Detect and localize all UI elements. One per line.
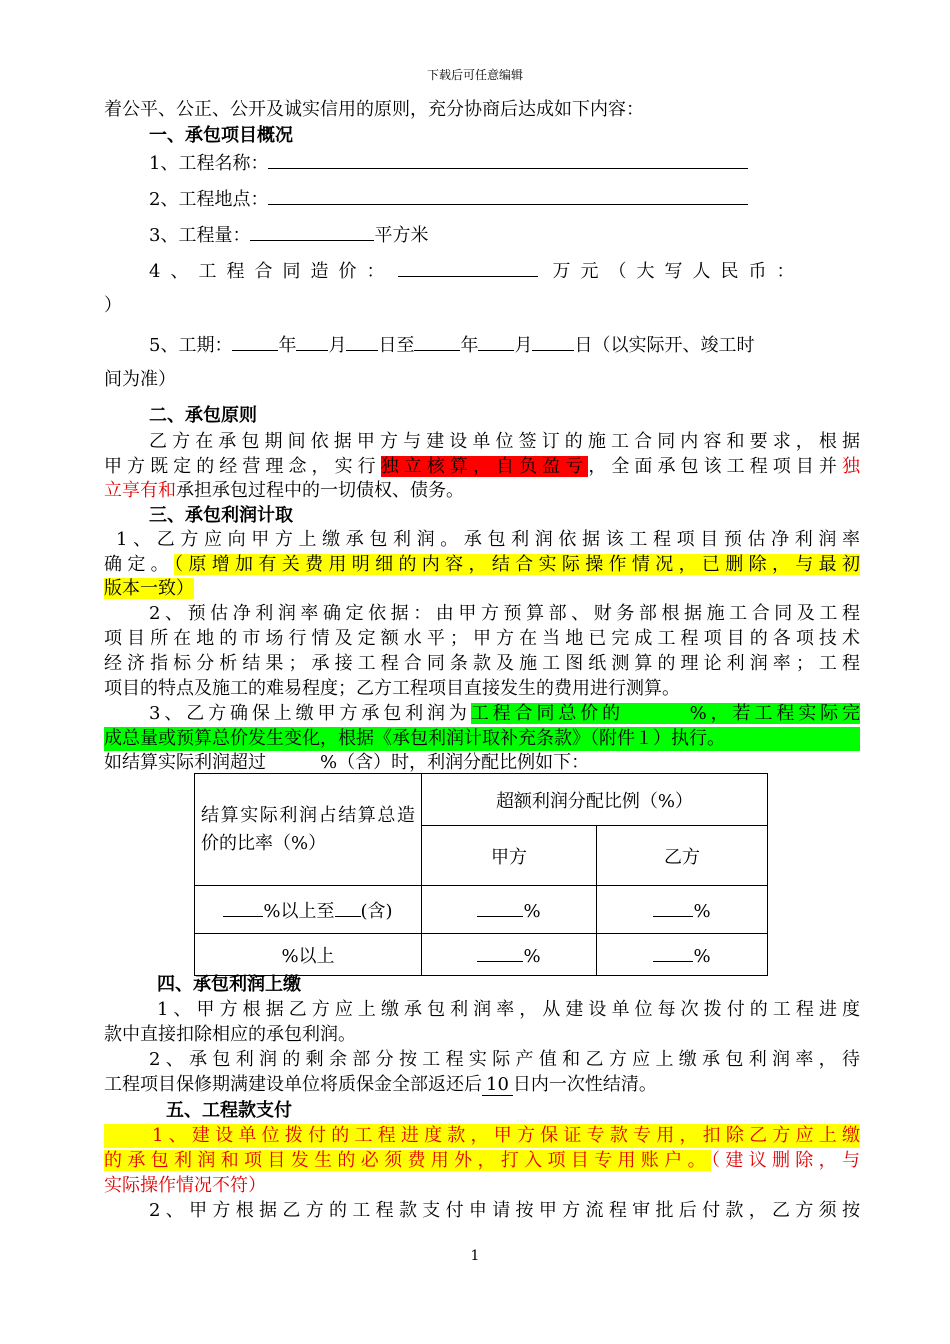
paragraph-line: 款中直接扣除相应的承包利润。 xyxy=(104,1024,356,1045)
section-title: 三、承包利润计取 xyxy=(149,505,293,526)
paragraph-line: 版本一致） xyxy=(104,578,194,599)
paragraph-line: 项目的特点及施工的难易程度；乙方工程项目直接发生的费用进行测算。 xyxy=(104,678,680,699)
page-header: 下载后可任意编辑 xyxy=(426,68,523,82)
section-title: 四、承包利润上缴 xyxy=(157,974,301,995)
paragraph-line: 间为准） xyxy=(104,369,176,390)
item-project-name: 1、工程名称： xyxy=(149,150,905,176)
paragraph-line: 立享有和承担承包过程中的一切债权、债务。 xyxy=(104,480,464,501)
table-header-party-a: 甲方 xyxy=(422,826,597,886)
paragraph-line: 工程项目保修期满建设单位将质保金全部返还后 10 日内一次性结清。 xyxy=(104,1074,657,1095)
paragraph-line: 如结算实际利润超过 %（含）时，利润分配比例如下： xyxy=(104,752,590,773)
paragraph-line: 实际操作情况不符） xyxy=(104,1175,266,1196)
paragraph-line: 1、甲方根据乙方应上缴承包利润率，从建设单位每次拨付的工程进度 xyxy=(157,999,860,1020)
table-header-party-b: 乙方 xyxy=(597,826,768,886)
paragraph-line: 3、乙方确保上缴甲方承包利润为工程合同总价的 %，若工程实际完 xyxy=(149,703,860,724)
item-duration: 5、工期： 年 月 日至 年 月 日（以实际开、竣工时 xyxy=(149,332,905,358)
item-contract-price: 4、工程合同造价： 万元（大写人民币： xyxy=(149,258,860,284)
paragraph-line: 乙方在承包期间依据甲方与建设单位签订的施工合同内容和要求，根据 xyxy=(149,431,860,452)
item-project-location: 2、工程地点： xyxy=(149,186,905,212)
paragraph-line: 2、甲方根据乙方的工程款支付申请按甲方流程审批后付款，乙方须按 xyxy=(149,1200,860,1221)
paragraph-line: ） xyxy=(104,295,122,316)
item-quantity: 3、工程量： 平方米 xyxy=(149,222,905,248)
paragraph-line: 项目所在地的市场行情及定额水平；甲方在当地已完成工程项目的各项技术 xyxy=(104,628,860,649)
table-header-ratio: 结算实际利润占结算总造价的比率（%） xyxy=(195,774,422,886)
paragraph-line: 成总量或预算总价发生变化，根据《承包利润计取补充条款》（附件１）执行。 xyxy=(104,727,860,751)
table-row: %以上 % % xyxy=(195,934,768,976)
paragraph-line: 经济指标分析结果；承接工程合同条款及施工图纸测算的理论利润率；工程 xyxy=(104,653,860,674)
section-title: 五、工程款支付 xyxy=(166,1100,292,1121)
paragraph-line: 的承包利润和项目发生的必须费用外，打入项目专用账户。（建议删除，与 xyxy=(104,1150,860,1171)
paragraph-line: 2、预估净利润率确定依据：由甲方预算部、财务部根据施工合同及工程 xyxy=(149,603,860,624)
paragraph-line: 2、承包利润的剩余部分按工程实际产值和乙方应上缴承包利润率，待 xyxy=(149,1049,860,1070)
profit-distribution-table xyxy=(194,773,768,976)
table-header-group: 超额利润分配比例（%） xyxy=(422,774,768,826)
paragraph-line: 着公平、公正、公开及诚实信用的原则，充分协商后达成如下内容： xyxy=(104,99,644,120)
paragraph-line: 甲方既定的经营理念，实行独立核算，自负盈亏，全面承包该工程项目并独 xyxy=(104,456,860,477)
paragraph-line: 1、乙方应向甲方上缴承包利润。承包利润依据该工程项目预估净利润率 xyxy=(116,529,860,550)
paragraph-line: 确定。（原增加有关费用明细的内容，结合实际操作情况，已删除，与最初 xyxy=(104,554,860,575)
table-row: %以上至 (含) % % xyxy=(195,886,768,934)
section-title: 一、承包项目概况 xyxy=(149,125,293,146)
page-number: 1 xyxy=(470,1248,480,1264)
paragraph-line: 1、建设单位拨付的工程进度款，甲方保证专款专用，扣除乙方应上缴 xyxy=(104,1124,860,1148)
section-title: 二、承包原则 xyxy=(149,405,257,426)
